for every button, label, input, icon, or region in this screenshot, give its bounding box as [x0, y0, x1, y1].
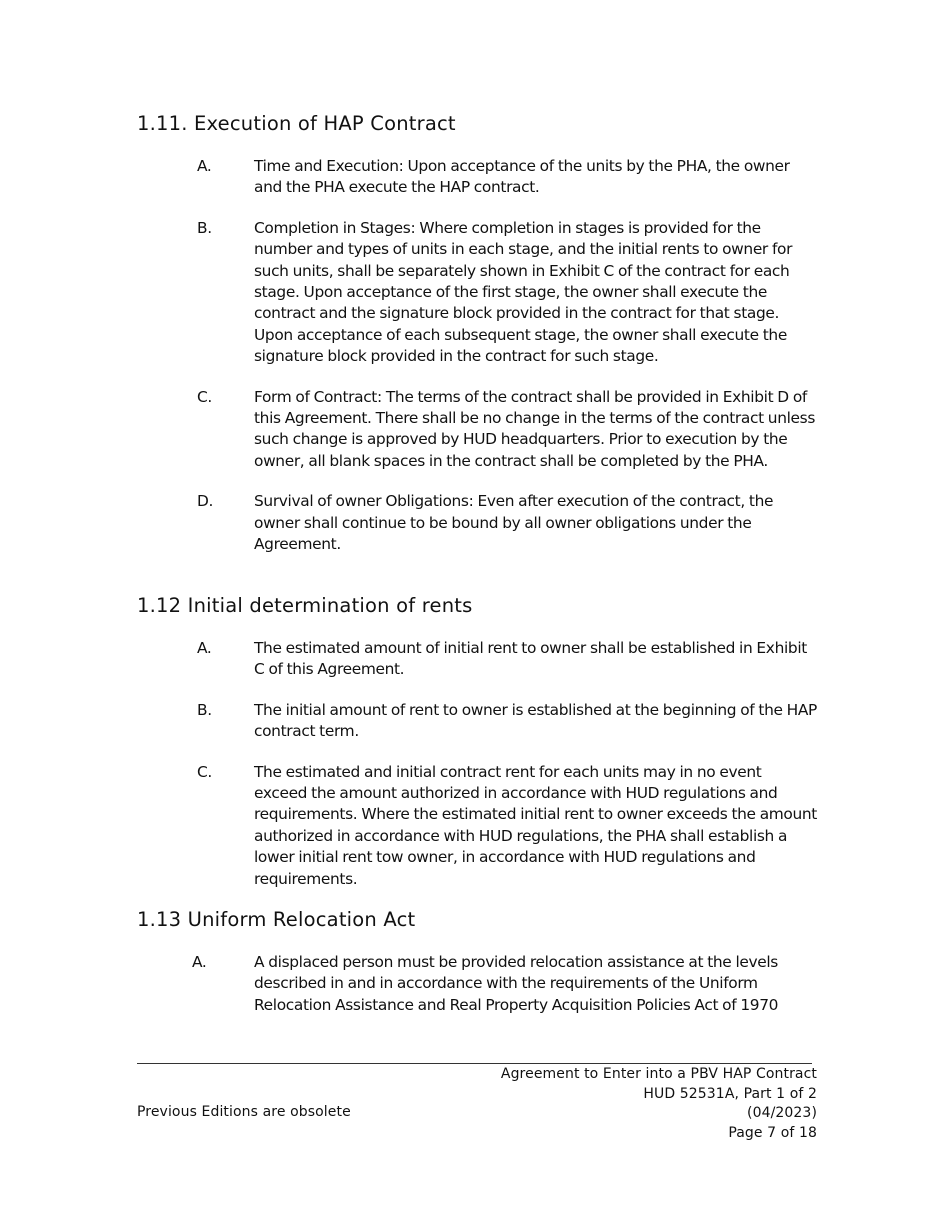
list-item: [197, 762, 817, 890]
footer-form-date: (04/2023): [747, 1105, 817, 1121]
item-letter: C.: [197, 762, 212, 781]
list-item: [197, 638, 817, 681]
footer-form-number: HUD 52531A, Part 1 of 2: [643, 1085, 817, 1102]
item-letter: B.: [197, 218, 212, 237]
item-text: Completion in Stages: Where completion in stages is provided for the number and types of units in each stage, and the initial rents to owner for such units, shall be separately shown in Exhibit C of the contract for each stage. Upon acceptance of the first stage, the owner shall execute the contract and the signature block provided in the contract for that stage. Upon acceptance of each subsequent stage, the owner shall execute the signature block provided in the contract for such stage.: [254, 218, 793, 366]
item-letter: C.: [197, 387, 212, 406]
section-1-11-items: [137, 156, 817, 556]
item-letter: B.: [197, 700, 212, 719]
list-item: [197, 700, 817, 743]
footer-form-title: Agreement to Enter into a PBV HAP Contract: [500, 1066, 817, 1082]
list-item: [192, 952, 817, 1016]
item-letter: A.: [192, 953, 207, 971]
section-1-12-items: [137, 638, 817, 890]
section-1-12: [137, 594, 817, 617]
section-heading: 1.12 Initial determination of rents: [137, 594, 473, 617]
item-text: The initial amount of rent to owner is established at the beginning of the HAP contract term.: [254, 700, 817, 741]
section-1-13-items: [137, 952, 817, 1016]
section-heading: 1.13 Uniform Relocation Act: [137, 908, 416, 931]
item-letter: A.: [197, 157, 212, 175]
section-1-11: [137, 112, 817, 135]
list-item: [197, 156, 817, 199]
section-1-13: [137, 908, 817, 931]
item-text: The estimated amount of initial rent to owner shall be established in Exhibit C of this Agreement.: [254, 639, 807, 679]
footer-obsolete-note: Previous Editions are obsolete: [137, 1104, 351, 1120]
item-text: A displaced person must be provided relocation assistance at the levels described in and in accordance with the requirements of the Uniform Relocation Assistance and Real Property Acquisition Policies Act of 1970: [254, 953, 779, 1014]
list-item: [197, 387, 817, 473]
footer-divider: [137, 1063, 812, 1064]
footer-form-info: [501, 1065, 817, 1143]
item-text: Time and Execution: Upon acceptance of the units by the PHA, the owner and the PHA execute the HAP contract.: [254, 157, 790, 197]
item-letter: D.: [197, 492, 214, 511]
item-text: Form of Contract: The terms of the contract shall be provided in Exhibit D of this Agreement. There shall be no change in the terms of the contract unless such change is approved by HUD headquarters. Prior to execution by the owner, all blank spaces in the contract shall be completed by the PHA.: [254, 387, 816, 470]
item-letter: A.: [197, 639, 212, 657]
item-text: Survival of owner Obligations: Even after execution of the contract, the owner shall continue to be bound by all owner obligations under the Agreement.: [254, 492, 774, 554]
footer-page-number: Page 7 of 18: [728, 1124, 817, 1141]
list-item: [197, 491, 817, 555]
item-text: The estimated and initial contract rent for each units may in no event exceed the amount authorized in accordance with HUD regulations and requirements. Where the estimated initial rent to owner exceeds the amount authorized in accordance with HUD regulations, the PHA shall establish a lower initial rent tow owner, in accordance with HUD regulations and requirements.: [254, 762, 817, 888]
list-item: [197, 218, 817, 368]
section-heading: 1.11. Execution of HAP Contract: [137, 112, 456, 135]
